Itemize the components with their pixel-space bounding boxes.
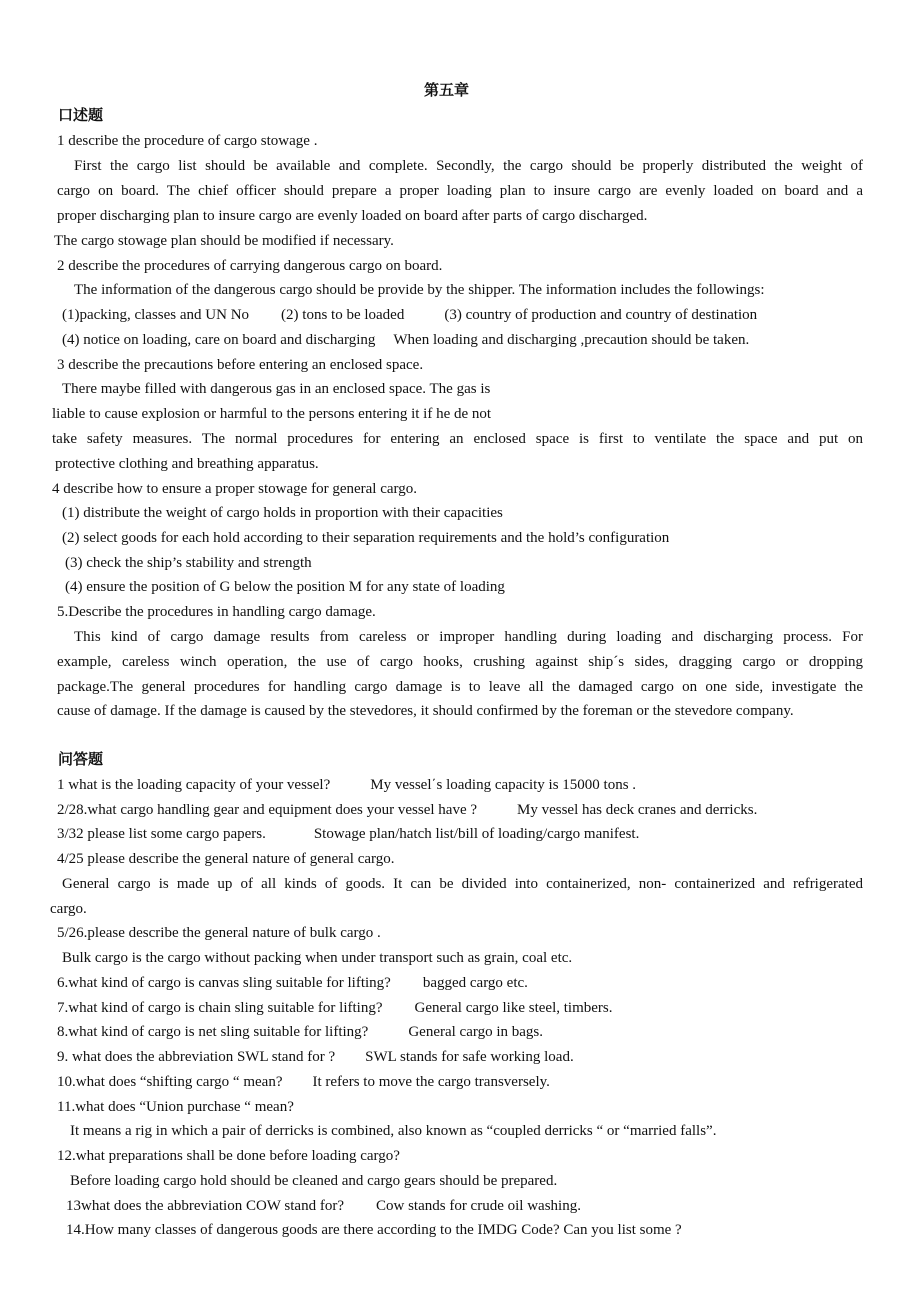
list-item: (4) ensure the position of G below the position M for any state of loading [65,579,505,595]
oral-answer-1-line-2: cargo on board. The chief officer should prepare a proper loading plan to insure cargo are evenly loaded on board and a [57,183,863,199]
question-text: 9. what does the abbreviation SWL stand for ? [57,1049,336,1065]
qa-answer-5: Bulk cargo is the cargo without packing when under transport such as grain, coal etc. [62,950,573,966]
qa-item-9 [57,1047,574,1067]
qa-item-6 [57,973,528,993]
question-text: 1 what is the loading capacity of your vessel? [57,777,331,793]
question-text: 8.what kind of cargo is net sling suitable for lifting? [57,1024,369,1040]
list-item: (1)packing, classes and UN No [62,307,250,323]
oral-answer-2-list-row-2 [62,330,749,350]
answer-text: When loading and discharging ,precaution should be taken. [393,332,750,348]
oral-answer-3-line-3: take safety measures. The normal procedures for entering an enclosed space is first to ventilate the space and put on [52,431,863,447]
question-text: 7.what kind of cargo is chain sling suitable for lifting? [57,1000,383,1016]
oral-answer-5-line-1: This kind of cargo damage results from careless or improper handling during loading and discharging process. For [74,629,863,645]
answer-text: General cargo like steel, timbers. [414,1000,613,1016]
qa-answer-12: Before loading cargo hold should be cleaned and cargo gears should be prepared. [70,1173,558,1189]
question-text: 13what does the abbreviation COW stand for? [66,1198,344,1214]
answer-text: It refers to move the cargo transversely. [312,1074,550,1090]
answer-text: Cow stands for crude oil washing. [375,1198,581,1214]
qa-answer-4-line-1: General cargo is made up of all kinds of goods. It can be divided into containerized, non- containerized and refrigerated [62,876,863,892]
answer-text: bagged cargo etc. [422,975,528,991]
oral-question-3: 3 describe the precautions before entering an enclosed space. [57,357,424,373]
section-heading-qa: 问答题 [58,752,104,768]
question-text: 10.what does “shifting cargo “ mean? [57,1074,283,1090]
list-item: (3) check the ship’s stability and strength [65,555,312,571]
answer-text: Stowage plan/hatch list/bill of loading/cargo manifest. [313,826,640,842]
qa-item-8 [57,1022,543,1042]
qa-answer-11: It means a rig in which a pair of derricks is combined, also known as “coupled derricks “ or “married falls”. [70,1123,717,1139]
qa-question-12: 12.what preparations shall be done before loading cargo? [57,1148,400,1164]
answer-text: SWL stands for safe working load. [365,1049,574,1065]
list-item: (1) distribute the weight of cargo holds in proportion with their capacities [62,505,503,521]
oral-answer-5-line-2: example, careless winch operation, the use of cargo hooks, crushing against ship´s sides, dragging cargo or dropping [57,654,863,670]
list-item: (4) notice on loading, care on board and discharging [62,332,376,348]
qa-question-4: 4/25 please describe the general nature of general cargo. [57,851,395,867]
qa-item-13 [66,1196,581,1216]
list-item: (2) tons to be loaded [281,307,405,323]
qa-item-7 [57,998,612,1018]
section-heading-oral: 口述题 [58,108,104,124]
oral-answer-2-line-1: The information of the dangerous cargo should be provide by the shipper. The information includes the followings: [74,282,765,298]
oral-answer-1-line-3: proper discharging plan to insure cargo are evenly loaded on board after parts of cargo discharged. [57,208,648,224]
qa-item-3 [57,824,639,844]
list-item: (3) country of production and country of destination [444,307,758,323]
qa-answer-4-line-2: cargo. [50,901,87,917]
oral-answer-3-line-4: protective clothing and breathing apparatus. [55,456,319,472]
oral-answer-3-line-1: There maybe filled with dangerous gas in an enclosed space. The gas is [62,381,491,397]
question-text: 2/28.what cargo handling gear and equipment does your vessel have ? [57,802,478,818]
oral-question-2: 2 describe the procedures of carrying dangerous cargo on board. [57,258,443,274]
answer-text: General cargo in bags. [408,1024,544,1040]
question-text: 3/32 please list some cargo papers. [57,826,266,842]
oral-answer-2-list-row-1 [62,305,757,325]
answer-text: My vessel΄s loading capacity is 15000 tons . [370,777,637,793]
oral-answer-5-line-3: package.The general procedures for handling cargo damage is to leave all the damaged cargo on one side, investigate the [57,679,863,695]
oral-question-1: 1 describe the procedure of cargo stowage . [57,133,318,149]
question-text: 6.what kind of cargo is canvas sling suitable for lifting? [57,975,391,991]
oral-answer-1-line-4: The cargo stowage plan should be modified if necessary. [54,233,394,249]
qa-question-11: 11.what does “Union purchase “ mean? [57,1099,294,1115]
qa-question-14: 14.How many classes of dangerous goods are there according to the IMDG Code? Can you list some ? [66,1222,682,1238]
oral-question-5: 5.Describe the procedures in handling cargo damage. [57,604,376,620]
list-item: (2) select goods for each hold according to their separation requirements and the hold’s configuration [62,530,670,546]
page-title: 第五章 [423,83,469,99]
oral-answer-3-line-2: liable to cause explosion or harmful to the persons entering it if he de not [52,406,492,422]
oral-question-4: 4 describe how to ensure a proper stowage for general cargo. [52,481,417,497]
oral-answer-1-line-1: First the cargo list should be available and complete. Secondly, the cargo should be properly distributed the weight of [74,158,863,174]
qa-question-5: 5/26.please describe the general nature of bulk cargo . [57,925,381,941]
oral-answer-5-line-4: cause of damage. If the damage is caused by the stevedores, it should confirmed by the foreman or the stevedore company. [57,703,794,719]
qa-item-1 [57,775,636,795]
answer-text: My vessel has deck cranes and derricks. [517,802,758,818]
qa-item-10 [57,1072,550,1092]
qa-item-2 [57,800,757,820]
